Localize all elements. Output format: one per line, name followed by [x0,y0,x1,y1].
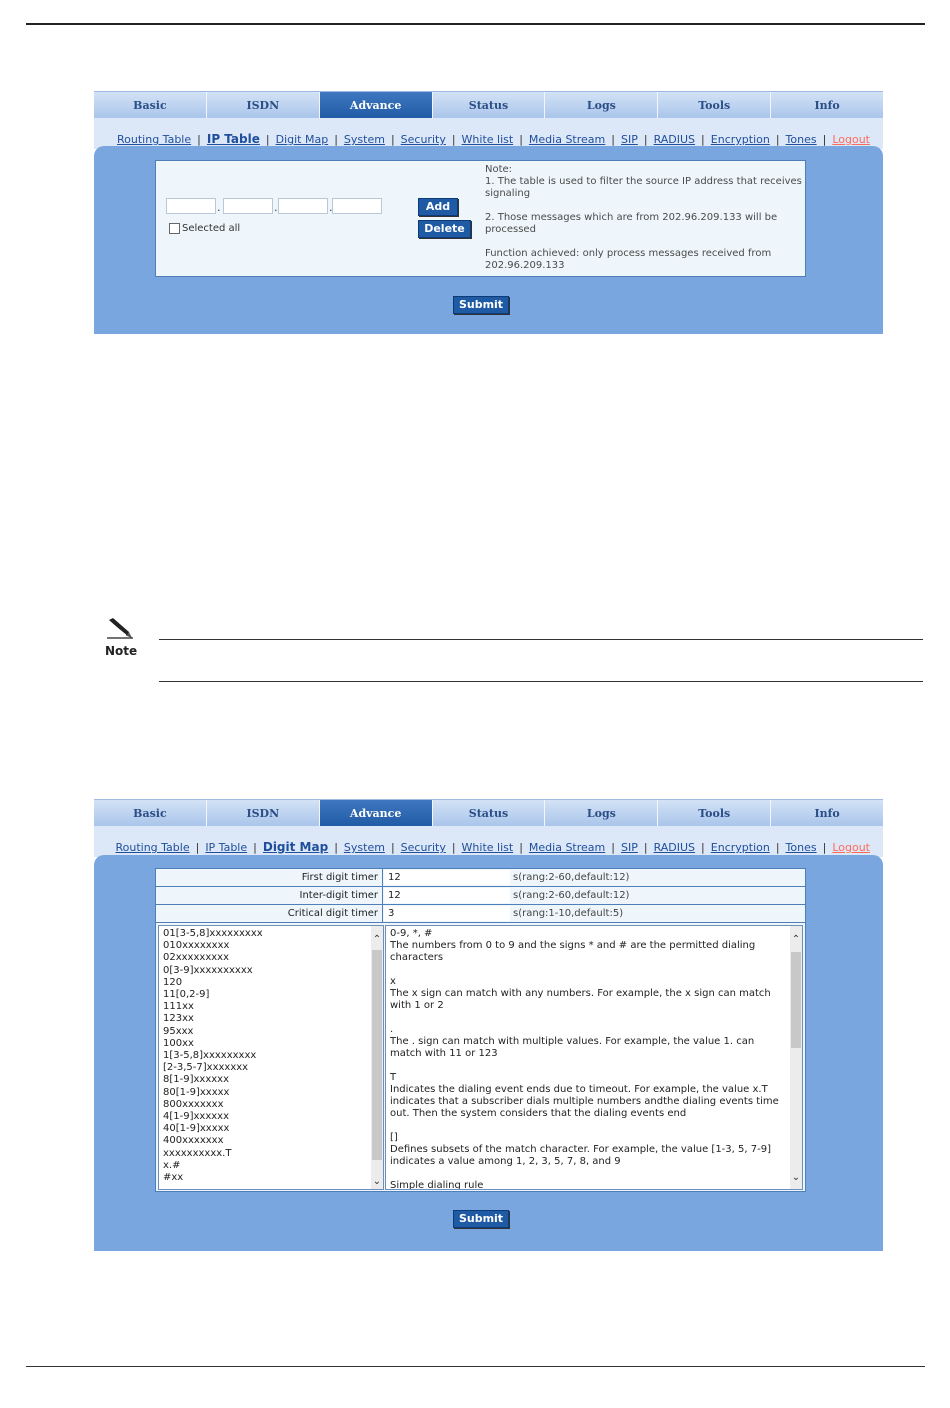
note-line: 1. The table is used to filter the source IP address that receives signaling [485,176,802,199]
digit-map-form [155,868,806,1192]
help-line [390,1012,782,1024]
sub-nav [94,118,883,149]
sub-nav [94,826,883,857]
inter-digit-timer-label: Inter-digit timer [156,887,383,904]
digit-map-help-textarea[interactable] [385,925,803,1190]
note-line: Note: [485,164,513,175]
link-white-list[interactable]: White list [461,841,514,854]
first-digit-timer-hint: s(rang:2-60,default:12) [513,872,630,883]
link-encryption[interactable]: Encryption [710,841,770,854]
scroll-down-icon[interactable]: ⌄ [791,1172,801,1183]
note-label: Note [105,644,138,658]
main-nav [94,799,883,827]
footer-rule [26,1366,925,1367]
first-digit-timer-input[interactable]: 12 [384,870,510,885]
help-line: The numbers from 0 to 9 and the signs * and # are the permitted dialing characters [390,940,756,963]
ip-octet-4-input[interactable] [332,198,382,214]
help-line: The . sign can match with multiple values. For example, the value 1. can match with 11 or 123 [390,1036,755,1059]
tab-info[interactable]: Info [814,99,840,112]
link-digit-map[interactable]: Digit Map [275,133,329,146]
sub-nav-links: Routing Table | IP Table | Digit Map | System | Security | White list | Media Stream | SIP | RADIUS | Encryption | Tones | Logout [117,132,870,146]
tab-status[interactable]: Status [433,800,546,827]
delete-button[interactable]: Delete [418,220,471,238]
list-item: #xx [163,1172,184,1184]
list-item: 8[1-9]xxxxxx [163,1074,230,1086]
help-scrollbar[interactable] [790,926,802,1189]
link-media-stream[interactable]: Media Stream [528,841,606,854]
link-security[interactable]: Security [400,841,446,854]
list-item: 80[1-9]xxxxx [163,1086,230,1098]
link-sip[interactable]: SIP [620,841,638,854]
help-text [390,928,782,1190]
link-ip-table[interactable]: IP Table [205,841,248,854]
note-line [485,236,803,248]
tab-advance[interactable]: Advance [320,800,433,827]
first-digit-timer-label: First digit timer [156,869,383,886]
inter-digit-timer-hint: s(rang:2-60,default:12) [513,890,630,901]
critical-digit-timer-hint: s(rang:1-10,default:5) [513,908,624,919]
link-system[interactable]: System [343,841,385,854]
critical-digit-timer-label: Critical digit timer [156,905,383,922]
link-white-list[interactable]: White list [461,133,514,146]
list-item: 400xxxxxxx [163,1135,224,1147]
note-bottom-rule [159,681,923,682]
tab-basic[interactable]: Basic [94,92,207,119]
tab-logs[interactable]: Logs [545,92,658,119]
list-item: [2-3,5-7]xxxxxxx [163,1062,249,1074]
link-tones[interactable]: Tones [785,841,817,854]
tab-status[interactable]: Status [433,92,546,119]
digit-map-rules-textarea[interactable] [158,925,384,1190]
scroll-up-icon[interactable]: ⌃ [372,934,382,945]
submit-button[interactable]: Submit [453,1210,509,1228]
content-area [94,146,883,334]
timer-row [156,869,805,887]
tab-tools[interactable]: Tools [658,800,771,827]
digit-map-screenshot [94,799,883,1251]
timer-row [156,887,805,905]
main-nav [94,91,883,119]
link-system[interactable]: System [343,133,385,146]
link-logout[interactable]: Logout [832,133,870,146]
link-logout[interactable]: Logout [832,841,870,854]
list-item: 01[3-5,8]xxxxxxxxx [163,928,263,939]
link-digit-map[interactable]: Digit Map [262,840,329,854]
help-line: Simple dialing rule [390,1180,484,1190]
list-item: 4[1-9]xxxxxx [163,1111,230,1123]
link-radius[interactable]: RADIUS [653,133,696,146]
rules-list [163,928,263,1184]
tab-tools[interactable]: Tools [658,92,771,119]
list-item: 800xxxxxxx [163,1098,224,1110]
note-line: Function achieved: only process messages received from 202.96.209.133 [485,248,772,271]
inter-digit-timer-input[interactable]: 12 [384,888,510,903]
help-line: [] [390,1132,398,1143]
note-top-rule [159,639,923,640]
list-item: 40[1-9]xxxxx [163,1123,230,1135]
help-line [390,964,782,976]
link-routing-table[interactable]: Routing Table [117,133,192,146]
ip-octet-3-input[interactable] [278,198,328,214]
list-item: 100xx [163,1037,194,1049]
help-line [390,1120,782,1132]
sub-nav-links: Routing Table | IP Table | Digit Map | System | Security | White list | Media Stream | SIP | RADIUS | Encryption | Tones | Logout [115,840,870,854]
add-button[interactable]: Add [418,198,458,216]
ip-dot: . [329,201,333,214]
note-line: 2. Those messages which are from 202.96.209.133 will be processed [485,212,778,235]
ip-table-note [485,164,803,272]
link-sip[interactable]: SIP [620,133,638,146]
ip-octet-2-input[interactable] [223,198,273,214]
help-line: T [390,1072,397,1083]
submit-button[interactable]: Submit [453,296,509,314]
list-item: 123xx [163,1013,194,1025]
tab-basic[interactable]: Basic [94,800,207,827]
tab-advance[interactable]: Advance [320,92,433,119]
timer-row [156,905,805,923]
help-line [390,1060,782,1072]
link-ip-table[interactable]: IP Table [206,132,260,146]
help-line: 0-9, *, # [390,928,433,939]
scroll-down-icon[interactable]: ⌄ [372,1176,382,1187]
selected-all-checkbox[interactable] [169,223,180,234]
list-item: xxxxxxxxxx.T [163,1147,232,1159]
scroll-thumb[interactable] [791,952,801,1048]
tab-isdn[interactable]: ISDN [207,92,320,119]
tab-logs[interactable]: Logs [545,800,658,827]
link-radius[interactable]: RADIUS [653,841,696,854]
list-item: x.# [163,1159,181,1171]
ip-octet-1-input[interactable] [166,198,216,214]
list-item: 11[0,2-9] [163,989,210,1001]
content-area [94,855,883,1251]
rules-scrollbar[interactable] [371,926,383,1189]
list-item: 0[3-9]xxxxxxxxxx [163,964,253,976]
ip-table-screenshot [94,91,883,334]
help-line: Defines subsets of the match character. For example, the value [1-3, 5, 7-9] indicates a value among 1, 2, 3, 5, 7, 8, and 9 [390,1144,771,1167]
help-line [390,1168,782,1180]
link-routing-table[interactable]: Routing Table [115,841,190,854]
list-item: 1[3-5,8]xxxxxxxxx [163,1050,257,1062]
link-tones[interactable]: Tones [785,133,817,146]
scroll-thumb[interactable] [372,950,382,1160]
ip-table-form [155,160,806,277]
help-line: The x sign can match with any numbers. For example, the x sign can match with 1 or 2 [390,988,771,1011]
critical-digit-timer-input[interactable]: 3 [384,906,510,921]
list-item: 95xxx [163,1025,194,1037]
ip-dot: . [217,201,221,214]
link-media-stream[interactable]: Media Stream [528,133,606,146]
help-line: x [390,976,396,987]
tab-isdn[interactable]: ISDN [207,800,320,827]
list-item: 120 [163,976,183,988]
link-encryption[interactable]: Encryption [710,133,770,146]
ip-dot: . [274,201,278,214]
help-line: . [390,1024,394,1035]
selected-all-label: Selected all [182,223,241,234]
list-item: 02xxxxxxxxx [163,952,229,964]
note-line [485,200,803,212]
list-item: 010xxxxxxxx [163,940,230,952]
list-item: 111xx [163,1001,194,1013]
link-security[interactable]: Security [400,133,446,146]
help-line: Indicates the dialing event ends due to timeout. For example, the value x.T indicates that a subscriber dials multiple numbers andthe dialing events time out. Then the system considers that the dialing events end [390,1084,779,1119]
scroll-up-icon[interactable]: ⌃ [791,934,801,945]
tab-info[interactable]: Info [814,807,840,820]
pencil-note-icon [105,617,135,639]
header-rule [26,23,925,25]
